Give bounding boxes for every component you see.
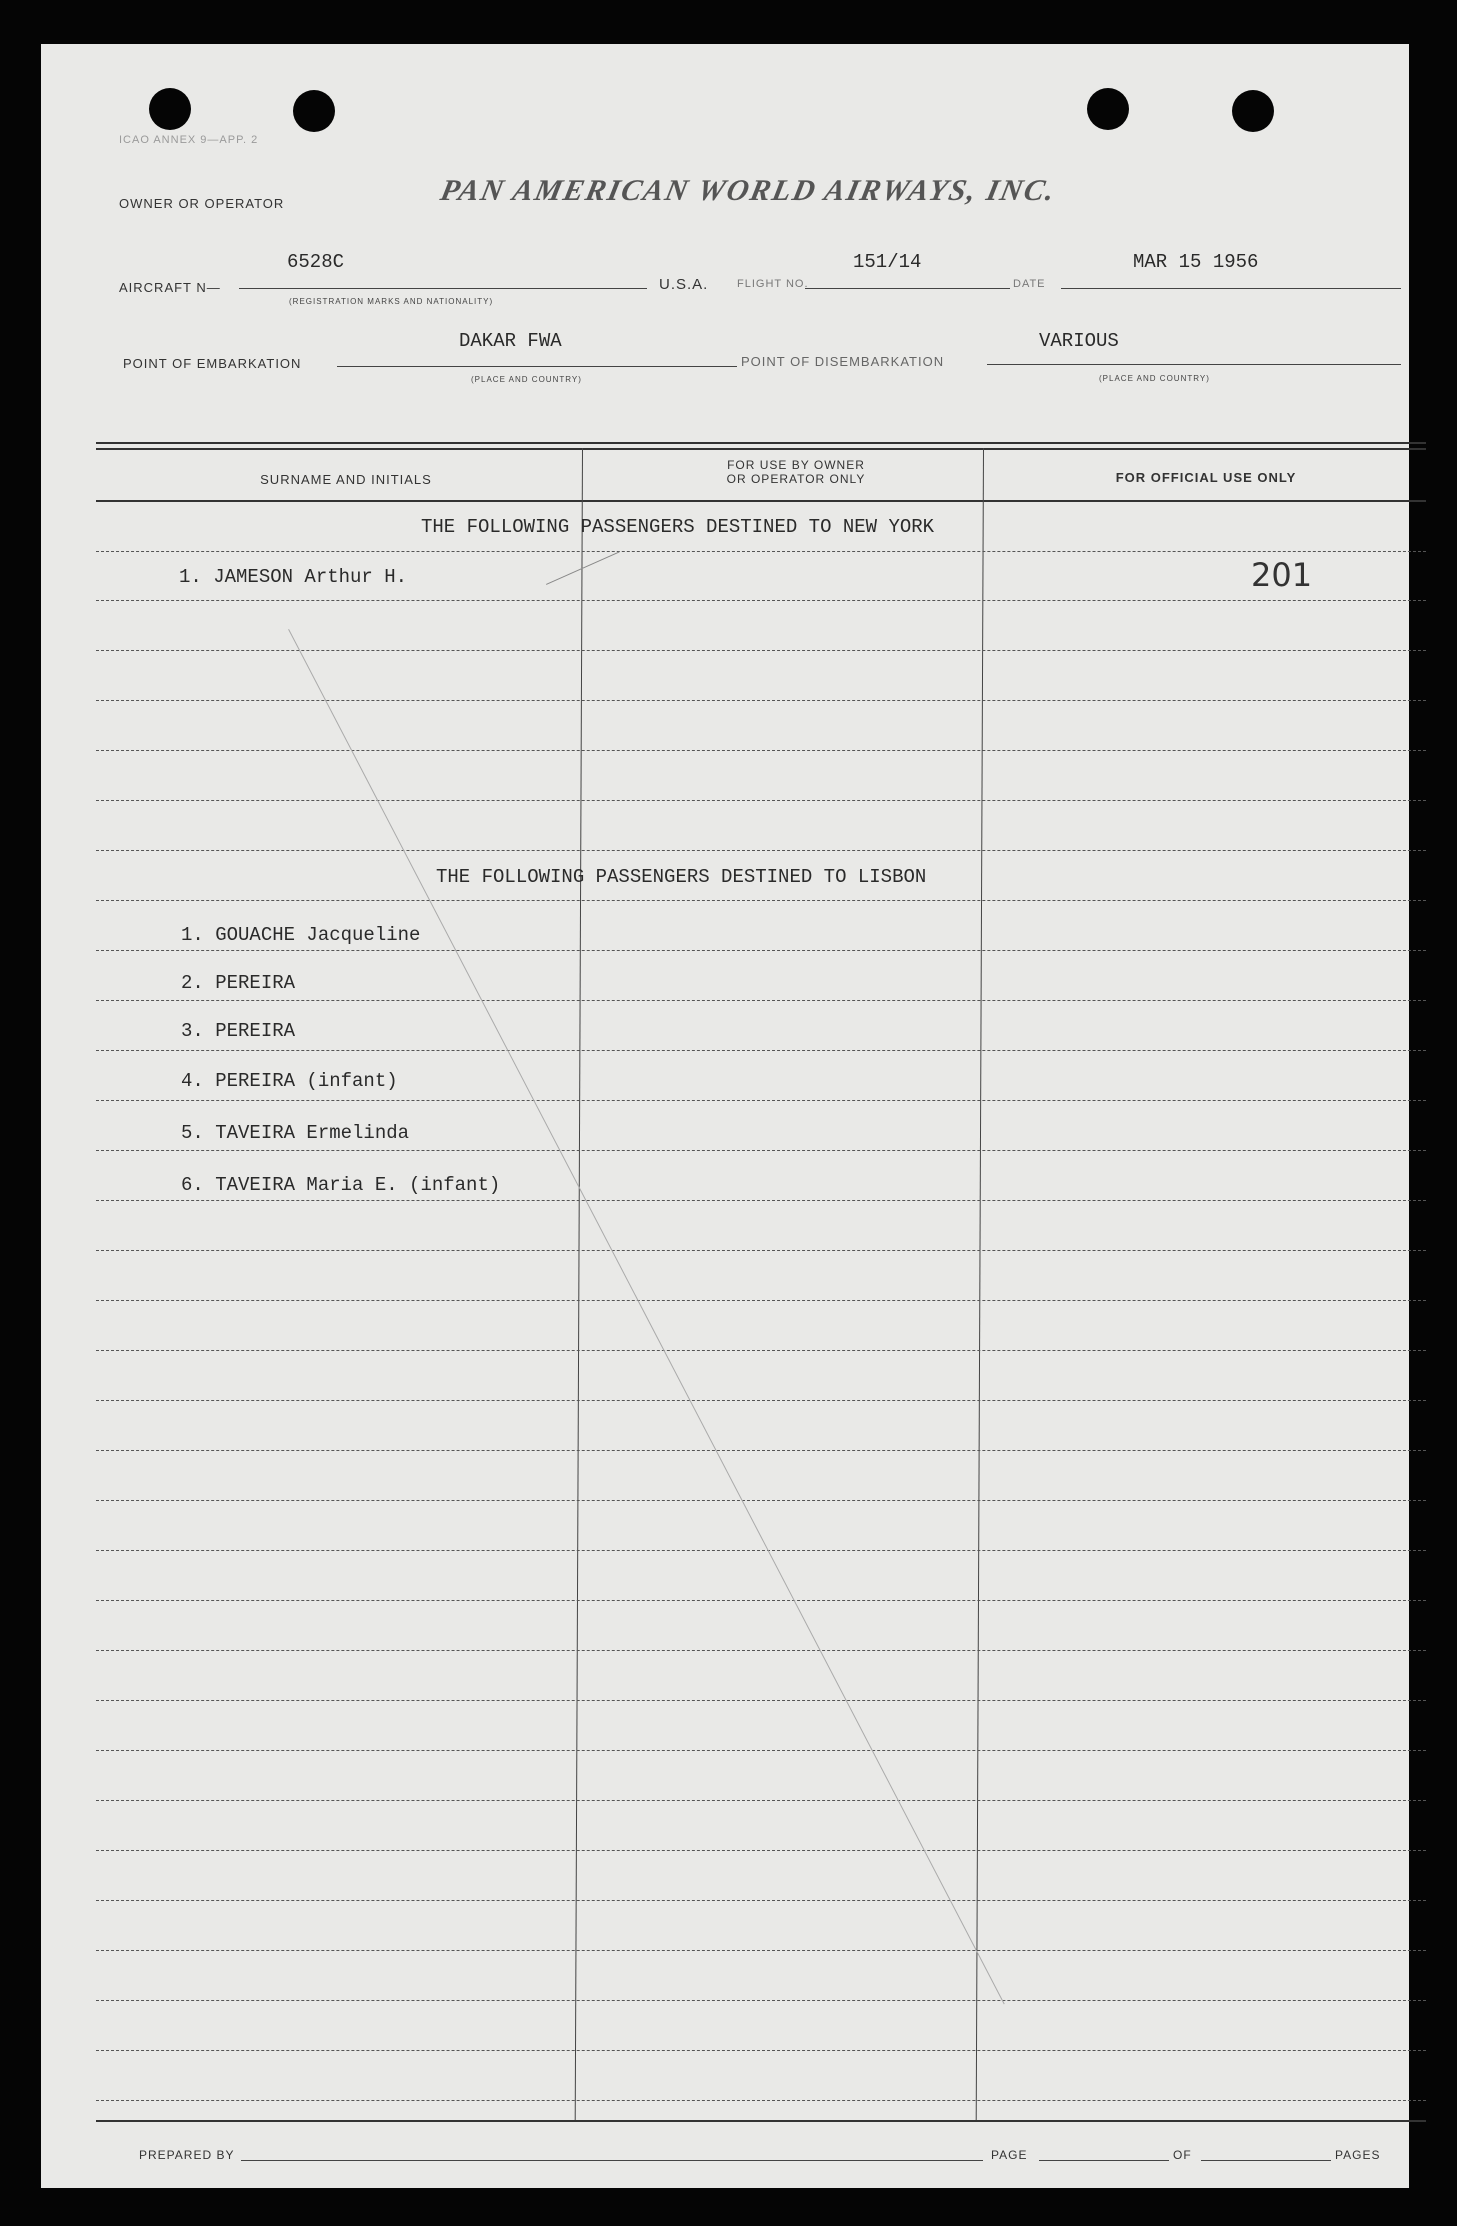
owner-label: OWNER OR OPERATOR	[119, 196, 285, 211]
aircraft-value: 6528C	[287, 251, 345, 273]
pencil-mark	[288, 629, 1005, 2004]
row-rule	[96, 800, 1426, 801]
owner-value: PAN AMERICAN WORLD AIRWAYS, INC.	[437, 174, 1060, 207]
row-rule	[96, 1150, 1426, 1151]
of-line	[1201, 2160, 1331, 2161]
row-rule	[96, 700, 1426, 701]
row-rule	[96, 1700, 1426, 1701]
column-surname-header: SURNAME AND INITIALS	[260, 472, 432, 487]
passenger-entry: 4. PEREIRA (infant)	[181, 1070, 398, 1092]
page-label: PAGE	[991, 2148, 1028, 2162]
embark-value: DAKAR FWA	[459, 330, 562, 352]
row-rule	[96, 1200, 1426, 1201]
row-rule	[96, 1950, 1426, 1951]
passenger-entry: 5. TAVEIRA Ermelinda	[181, 1122, 410, 1144]
official-number: 201	[1251, 556, 1313, 594]
flight-value: 151/14	[853, 251, 922, 273]
row-rule	[96, 2050, 1426, 2051]
disembark-caption: (PLACE AND COUNTRY)	[1099, 374, 1210, 383]
passenger-entry: 6. TAVEIRA Maria E. (infant)	[181, 1174, 501, 1196]
page-line	[1039, 2160, 1169, 2161]
nationality-value: U.S.A.	[659, 276, 709, 293]
row-rule	[96, 1050, 1426, 1051]
row-rule	[96, 1850, 1426, 1851]
punch-hole-4	[1232, 90, 1274, 132]
row-rule	[96, 900, 1426, 901]
row-rule	[96, 1450, 1426, 1451]
embark-caption: (PLACE AND COUNTRY)	[471, 375, 582, 384]
punch-hole-1	[149, 88, 191, 130]
row-rule	[96, 2000, 1426, 2001]
table-bottom-rule	[96, 2120, 1426, 2122]
row-rule	[96, 1800, 1426, 1801]
date-line	[1061, 288, 1401, 289]
row-rule	[96, 1100, 1426, 1101]
flight-label: FLIGHT NO.	[737, 278, 809, 290]
row-rule	[96, 2100, 1426, 2101]
row-rule	[96, 950, 1426, 951]
aircraft-label: AIRCRAFT N—	[119, 280, 221, 295]
row-rule	[96, 1550, 1426, 1551]
column-owner-header-line-2: OR OPERATOR ONLY	[726, 472, 866, 486]
header-rule	[96, 500, 1426, 502]
punch-hole-3	[1087, 88, 1129, 130]
row-rule	[96, 1000, 1426, 1001]
row-rule	[96, 1250, 1426, 1251]
row-rule	[96, 750, 1426, 751]
passenger-entry: 1. JAMESON Arthur H.	[179, 566, 408, 588]
row-rule	[96, 850, 1426, 851]
punch-hole-2	[293, 90, 335, 132]
row-rule	[96, 551, 1426, 552]
column-divider-1	[575, 448, 583, 2120]
prepared-by-label: PREPARED BY	[139, 2148, 235, 2162]
embark-label: POINT OF EMBARKATION	[123, 356, 302, 371]
pencil-mark	[546, 551, 619, 584]
row-rule	[96, 1900, 1426, 1901]
embark-line	[337, 366, 737, 367]
row-rule	[96, 1350, 1426, 1351]
disembark-label: POINT OF DISEMBARKATION	[741, 354, 945, 369]
column-divider-2	[976, 448, 984, 2120]
table-top-rule	[96, 442, 1426, 444]
disembark-value: VARIOUS	[1039, 330, 1119, 352]
flight-line	[805, 288, 1010, 289]
group-heading-new-york: THE FOLLOWING PASSENGERS DESTINED TO NEW YORK	[421, 516, 935, 538]
row-rule	[96, 1750, 1426, 1751]
row-rule	[96, 1600, 1426, 1601]
passenger-entry: 1. GOUACHE Jacqueline	[181, 924, 421, 946]
annex-reference: ICAO ANNEX 9—APP. 2	[119, 134, 259, 146]
pages-label: PAGES	[1335, 2148, 1381, 2162]
row-rule	[96, 1400, 1426, 1401]
table-top-rule-2	[96, 448, 1426, 450]
date-value: MAR 15 1956	[1133, 251, 1259, 273]
row-rule	[96, 1300, 1426, 1301]
passenger-entry: 2. PEREIRA	[181, 972, 296, 994]
date-label: DATE	[1013, 278, 1046, 290]
disembark-line	[987, 364, 1401, 365]
prepared-by-line	[241, 2160, 983, 2161]
column-owner-header-line-1: FOR USE BY OWNER	[727, 458, 865, 472]
column-official-header: FOR OFFICIAL USE ONLY	[1115, 470, 1297, 485]
row-rule	[96, 1500, 1426, 1501]
aircraft-caption: (REGISTRATION MARKS AND NATIONALITY)	[289, 297, 494, 306]
manifest-sheet	[41, 44, 1409, 2188]
row-rule	[96, 1650, 1426, 1651]
column-owner-header	[596, 458, 996, 486]
passenger-entry: 3. PEREIRA	[181, 1020, 296, 1042]
row-rule	[96, 650, 1426, 651]
aircraft-line	[239, 288, 647, 289]
group-heading-lisbon: THE FOLLOWING PASSENGERS DESTINED TO LISBON	[436, 866, 927, 888]
row-rule	[96, 600, 1426, 601]
of-label: OF	[1173, 2148, 1192, 2162]
